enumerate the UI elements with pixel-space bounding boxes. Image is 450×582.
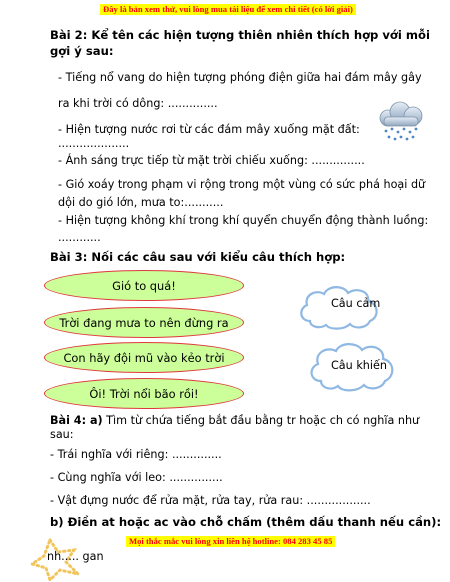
rain-cloud-icon xyxy=(374,100,430,142)
sentence-oval[interactable] xyxy=(44,378,244,409)
bai2-item: - Tiếng nổ vang do hiện tượng phóng điện giữa hai đám mây gây xyxy=(58,71,422,84)
bai2-item: .................... xyxy=(58,137,130,150)
sentence-oval[interactable] xyxy=(44,307,244,338)
bai4-item: - Cùng nghĩa với leo: ............... xyxy=(50,471,223,484)
sentence-text: Con hãy đội mũ vào kẻo trời xyxy=(63,350,225,365)
bai2-title-line1: Bài 2: Kể tên các hiện tượng thiên nhiên thích hợp với mỗi xyxy=(50,28,430,42)
bai2-item: - Ánh sáng trực tiếp từ mặt trời chiếu xuống: ............... xyxy=(58,154,365,167)
bai2-item: - Gió xoáy trong phạm vi rộng trong một vùng có sức phá hoại dữ xyxy=(58,178,426,191)
sentence-oval[interactable] xyxy=(44,270,244,301)
bai3-title: Bài 3: Nối các câu sau với kiểu câu thích hợp: xyxy=(50,250,346,264)
bai4-title-bold: Bài 4: a) xyxy=(50,414,103,427)
type-cau-cam[interactable]: Câu cảm xyxy=(331,297,381,310)
bai2-title-line2: gợi ý sau: xyxy=(50,44,114,58)
bai2-item: dội do gió lớn, mưa to:........... xyxy=(58,196,224,209)
bai4b-title: b) Điền at hoặc ac vào chỗ chấm (thêm dấu thanh nếu cần): xyxy=(50,515,442,529)
star-text: nh..... gan xyxy=(47,550,104,563)
sentence-text: Ôi! Trời nổi bão rồi! xyxy=(89,386,199,401)
type-cau-khien[interactable]: Câu khiến xyxy=(331,359,387,372)
sentence-oval[interactable] xyxy=(44,342,244,373)
bai2-item: - Hiện tượng nước rơi từ các đám mây xuống mặt đất: xyxy=(58,123,360,136)
bai2-item: - Hiện tượng không khí trong khí quyển chuyển động thành luồng: xyxy=(58,214,429,227)
sentence-text: Trời đang mưa to nên đừng ra xyxy=(59,315,229,330)
sentence-text: Gió to quá! xyxy=(112,278,176,293)
preview-banner: Đây là bản xem thử, vui lòng mua tài liệu để xem chi tiết (có lời giải) xyxy=(100,4,356,15)
bai4-title xyxy=(50,413,419,428)
bai2-item: ............ xyxy=(58,231,101,244)
bai4-item: - Vật đựng nước để rửa mặt, rửa tay, rửa rau: .................. xyxy=(50,494,371,507)
bai4-item: - Trái nghĩa với riêng: .............. xyxy=(50,448,222,461)
hotline-banner: Mọi thắc mắc vui lòng xin liên hệ hotline: 084 283 45 85 xyxy=(126,536,335,547)
bai2-item: ra khi trời có dông: .............. xyxy=(58,97,218,110)
bai4-title-rest: Tìm từ chứa tiếng bắt đầu bằng tr hoặc ch có nghĩa như xyxy=(102,414,420,427)
bai4-title-line2: sau: xyxy=(50,428,74,441)
